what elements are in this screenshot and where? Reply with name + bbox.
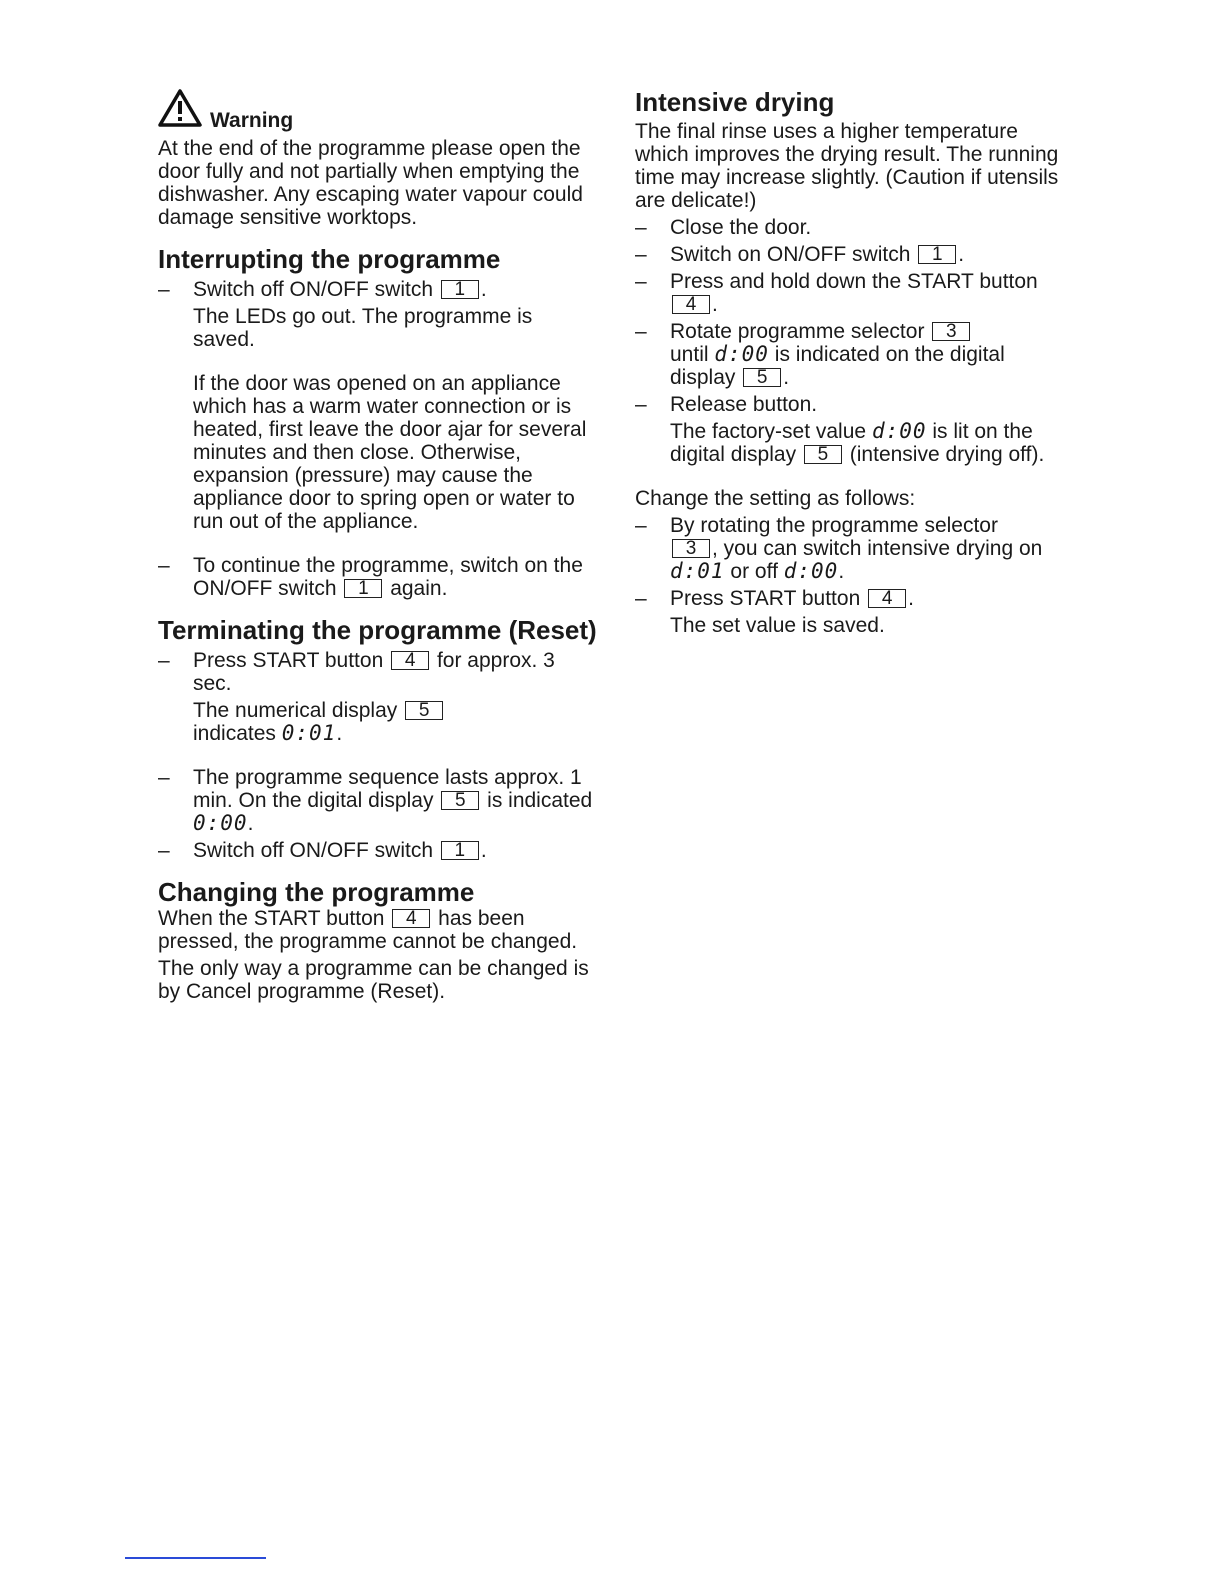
heading-interrupting: Interrupting the programme — [158, 244, 501, 274]
list-item: – Rotate programme selector 3 until d:00 is indicated on the digital display 5 . — [635, 320, 1005, 389]
heading-terminating: Terminating the programme (Reset) — [158, 615, 597, 645]
key-label: 3 — [932, 322, 970, 341]
step-text: Release button. — [670, 393, 818, 416]
key-label: 1 — [441, 841, 479, 860]
note-text: The factory-set value d:00 is lit on the digital display 5 (intensive drying off). — [670, 419, 1045, 466]
note-text: The set value is saved. — [670, 614, 885, 637]
footnote-rule — [125, 1557, 266, 1559]
key-label: 5 — [441, 791, 479, 810]
warning-label: Warning — [210, 109, 294, 132]
key-label: 5 — [743, 368, 781, 387]
step-text: Close the door. — [670, 216, 812, 239]
segment-display-value: d:00 — [871, 419, 927, 443]
segment-display-value: d:01 — [670, 559, 725, 583]
list-item: – Switch off ON/OFF switch 1 . — [158, 839, 487, 862]
key-label: 4 — [392, 909, 430, 928]
warning-text: At the end of the programme please open the door fully and not partially when emptying the dishwasher. Any escaping water vapour could damage sensitive worktops. — [158, 137, 583, 229]
list-item: – Switch on ON/OFF switch 1 . — [635, 243, 965, 266]
heading-intensive: Intensive drying — [635, 87, 835, 117]
key-label: 1 — [344, 579, 382, 598]
key-label: 3 — [672, 539, 710, 558]
step-text: Rotate programme selector — [670, 320, 925, 343]
key-label: 4 — [391, 651, 429, 670]
step-text: Switch off ON/OFF switch — [193, 278, 433, 301]
intro-text: The final rinse uses a higher temperature which improves the drying result. The running time may increase slightly. (Caution if utensils are delicate!) — [635, 120, 1059, 212]
warning-triangle-icon — [158, 88, 202, 133]
segment-display-value: 0:00 — [193, 811, 248, 835]
key-label: 4 — [868, 589, 906, 608]
step-text: The programme sequence lasts approx. 1 min. On the digital display — [193, 766, 582, 812]
list-item: – Press START button 4 . — [635, 587, 914, 610]
key-label: 4 — [672, 295, 710, 314]
step-text: To continue the programme, switch on the ON/OFF switch — [193, 554, 583, 600]
left-column — [158, 88, 598, 1003]
list-item: – Switch off ON/OFF switch 1 . — [158, 278, 487, 301]
key-label: 5 — [405, 701, 443, 720]
warning-header — [158, 88, 598, 133]
key-label: 1 — [918, 245, 956, 264]
paragraph: When the START button 4 has been pressed, the programme cannot be changed. — [158, 907, 578, 953]
list-item: – Press and hold down the START button 4 . — [635, 270, 1038, 316]
step-text: By rotating the programme selector — [670, 514, 998, 537]
step-text: Press and hold down the START button — [670, 270, 1038, 293]
list-item: – Release button. — [635, 393, 1075, 416]
list-item: – The programme sequence lasts approx. 1 min. On the digital display 5 is indicated 0:00. — [158, 766, 593, 835]
list-item: – Press START button 4 for approx. 3 sec. — [158, 649, 555, 695]
key-label: 1 — [441, 280, 479, 299]
list-item: – To continue the programme, switch on the ON/OFF switch 1 again. — [158, 554, 583, 600]
step-text: Press START button — [193, 649, 384, 672]
paragraph: The only way a programme can be changed is by Cancel programme (Reset). — [158, 957, 589, 1003]
segment-display-value: 0:01 — [281, 721, 337, 745]
segment-display-value: d:00 — [783, 559, 839, 583]
note-text: The numerical display 5 indicates 0:01. — [193, 699, 598, 745]
step-text: Switch off ON/OFF switch — [193, 839, 433, 862]
paragraph: Change the setting as follows: — [635, 487, 916, 510]
step-text: Switch on ON/OFF switch — [670, 243, 911, 266]
note-text: The LEDs go out. The programme is saved. — [193, 305, 533, 351]
step-text: is indicated — [487, 789, 593, 812]
right-column — [635, 88, 1075, 658]
step-text: for approx. 3 sec. — [193, 649, 555, 695]
segment-display-value: d:00 — [714, 342, 769, 366]
step-text: again. — [390, 577, 448, 600]
note-text: If the door was opened on an appliance which has a warm water connection or is heated, first leave the door ajar for several minutes and then close. Otherwise, expansion (pressure) may cause the appliance door to spring open or water to run out of the appliance. — [193, 372, 587, 533]
key-label: 5 — [804, 445, 842, 464]
heading-changing: Changing the programme — [158, 877, 475, 907]
list-item: – Close the door. — [635, 216, 1075, 239]
list-item: – By rotating the programme selector 3 , you can switch intensive drying on d:01 or off d:00. — [635, 514, 1043, 583]
step-text: Press START button — [670, 587, 861, 610]
